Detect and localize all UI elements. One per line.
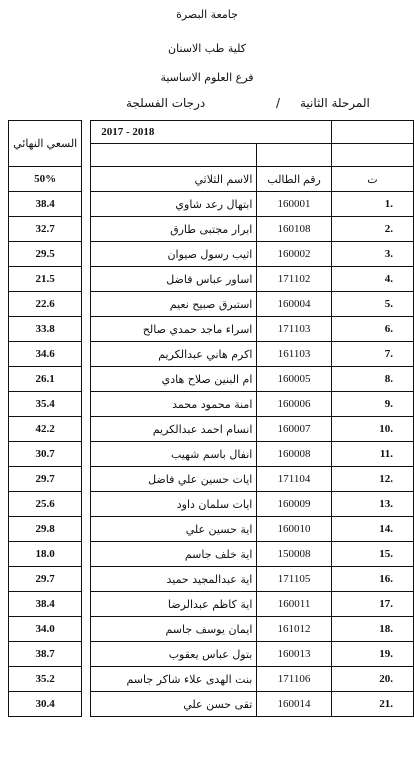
name-cell: اية عبدالمجيد حميد — [91, 567, 257, 592]
score-cell: 34.6 — [9, 342, 82, 367]
table-row — [9, 317, 414, 342]
table-row — [9, 667, 414, 692]
name-cell: امنة محمود محمد — [91, 392, 257, 417]
name-cell: ابتهال رعد شاوي — [91, 192, 257, 217]
stage-label: المرحلة الثانية — [300, 96, 370, 110]
name-cell: اثيب رسول صيوان — [91, 242, 257, 267]
student-id-cell: 160001 — [257, 192, 331, 217]
score-cell: 22.6 — [9, 292, 82, 317]
student-id-cell: 171105 — [257, 567, 331, 592]
table-row — [9, 217, 414, 242]
row-number-cell: 16. — [331, 567, 413, 592]
row-number-cell: 6. — [331, 317, 413, 342]
student-id-cell: 160007 — [257, 417, 331, 442]
table-row — [9, 242, 414, 267]
row-number-cell: 8. — [331, 367, 413, 392]
academic-year: 2017 - 2018 — [91, 121, 332, 144]
score-cell: 21.5 — [9, 267, 82, 292]
score-cell: 29.7 — [9, 567, 82, 592]
row-number-cell: 18. — [331, 617, 413, 642]
score-cell: 34.0 — [9, 617, 82, 642]
score-cell: 35.2 — [9, 667, 82, 692]
student-id-cell: 161012 — [257, 617, 331, 642]
row-number-cell: 11. — [331, 442, 413, 467]
score-cell: 32.7 — [9, 217, 82, 242]
row-number-cell: 5. — [331, 292, 413, 317]
column-header-row — [9, 167, 414, 192]
no-header: ت — [331, 167, 413, 192]
score-cell: 42.2 — [9, 417, 82, 442]
student-id-cell: 160002 — [257, 242, 331, 267]
table-row — [9, 492, 414, 517]
student-id-cell: 160010 — [257, 517, 331, 542]
row-number-cell: 14. — [331, 517, 413, 542]
name-cell: اية خلف جاسم — [91, 542, 257, 567]
table-row — [9, 592, 414, 617]
student-id-cell: 171102 — [257, 267, 331, 292]
table-row — [9, 642, 414, 667]
name-cell: ايمان يوسف جاسم — [91, 617, 257, 642]
table-row — [9, 267, 414, 292]
row-number-cell: 20. — [331, 667, 413, 692]
name-header: الاسم الثلاثي — [91, 167, 257, 192]
table-row — [9, 392, 414, 417]
branch-title: فرع العلوم الاساسية — [160, 71, 254, 84]
table-row — [9, 192, 414, 217]
score-cell: 25.6 — [9, 492, 82, 517]
row-number-cell: 4. — [331, 267, 413, 292]
name-cell: تقى حسن علي — [91, 692, 257, 717]
name-cell: اسراء ماجد حمدي صالح — [91, 317, 257, 342]
name-cell: انسام احمد عبدالكريم — [91, 417, 257, 442]
name-cell: انفال باسم شهيب — [91, 442, 257, 467]
score-cell: 38.4 — [9, 192, 82, 217]
student-id-cell: 160008 — [257, 442, 331, 467]
score-cell: 18.0 — [9, 542, 82, 567]
row-number-cell: 7. — [331, 342, 413, 367]
table-row — [9, 467, 414, 492]
table-row — [9, 567, 414, 592]
separator: / — [276, 96, 281, 110]
name-cell: ايات سلمان داود — [91, 492, 257, 517]
table-row — [9, 692, 414, 717]
subject-label: درجات الفسلجة — [126, 96, 206, 110]
name-cell: استبرق صبيح نعيم — [91, 292, 257, 317]
score-cell: 30.4 — [9, 692, 82, 717]
table-row — [9, 542, 414, 567]
row-number-cell: 1. — [331, 192, 413, 217]
score-cell: 29.5 — [9, 242, 82, 267]
student-id-cell: 160013 — [257, 642, 331, 667]
table-row — [9, 342, 414, 367]
name-cell: اية حسين علي — [91, 517, 257, 542]
score-cell: 38.4 — [9, 592, 82, 617]
university-title: جامعة البصرة — [176, 8, 238, 21]
row-number-cell: 15. — [331, 542, 413, 567]
table-row — [9, 367, 414, 392]
row-number-cell: 10. — [331, 417, 413, 442]
student-id-cell: 160006 — [257, 392, 331, 417]
name-cell: ام البنين صلاح هادي — [91, 367, 257, 392]
student-id-cell: 150008 — [257, 542, 331, 567]
student-id-cell: 171103 — [257, 317, 331, 342]
student-id-cell: 160108 — [257, 217, 331, 242]
name-cell: ايات حسين علي فاضل — [91, 467, 257, 492]
grades-table — [8, 120, 414, 717]
name-cell: ابرار مجتبى طارق — [91, 217, 257, 242]
table-row — [9, 442, 414, 467]
college-title: كلية طب الاسنان — [168, 42, 246, 55]
row-number-cell: 12. — [331, 467, 413, 492]
table-row — [9, 617, 414, 642]
score-cell: 26.1 — [9, 367, 82, 392]
row-number-cell: 3. — [331, 242, 413, 267]
score-cell: 38.7 — [9, 642, 82, 667]
name-cell: بتول عباس يعقوب — [91, 642, 257, 667]
student-id-cell: 160005 — [257, 367, 331, 392]
year-row — [9, 121, 414, 144]
row-number-cell: 17. — [331, 592, 413, 617]
final-score-header: السعي النهائي — [9, 121, 82, 167]
row-number-cell: 13. — [331, 492, 413, 517]
name-cell: اساور عباس فاضل — [91, 267, 257, 292]
score-cell: 29.7 — [9, 467, 82, 492]
student-id-cell: 160004 — [257, 292, 331, 317]
row-number-cell: 9. — [331, 392, 413, 417]
score-cell: 30.7 — [9, 442, 82, 467]
score-cell: 29.8 — [9, 517, 82, 542]
student-id-cell: 160011 — [257, 592, 331, 617]
table-row — [9, 292, 414, 317]
percent-header: 50% — [9, 167, 82, 192]
student-id-cell: 160014 — [257, 692, 331, 717]
name-cell: بنت الهدى علاء شاكر جاسم — [91, 667, 257, 692]
table-row — [9, 417, 414, 442]
name-cell: اية كاظم عبدالرضا — [91, 592, 257, 617]
student-id-cell: 171106 — [257, 667, 331, 692]
score-cell: 35.4 — [9, 392, 82, 417]
student-id-cell: 160009 — [257, 492, 331, 517]
id-header: رقم الطالب — [257, 167, 331, 192]
name-cell: اكرم هاني عبدالكريم — [91, 342, 257, 367]
row-number-cell: 19. — [331, 642, 413, 667]
student-id-cell: 161103 — [257, 342, 331, 367]
row-number-cell: 21. — [331, 692, 413, 717]
score-cell: 33.8 — [9, 317, 82, 342]
row-number-cell: 2. — [331, 217, 413, 242]
student-id-cell: 171104 — [257, 467, 331, 492]
table-row — [9, 517, 414, 542]
